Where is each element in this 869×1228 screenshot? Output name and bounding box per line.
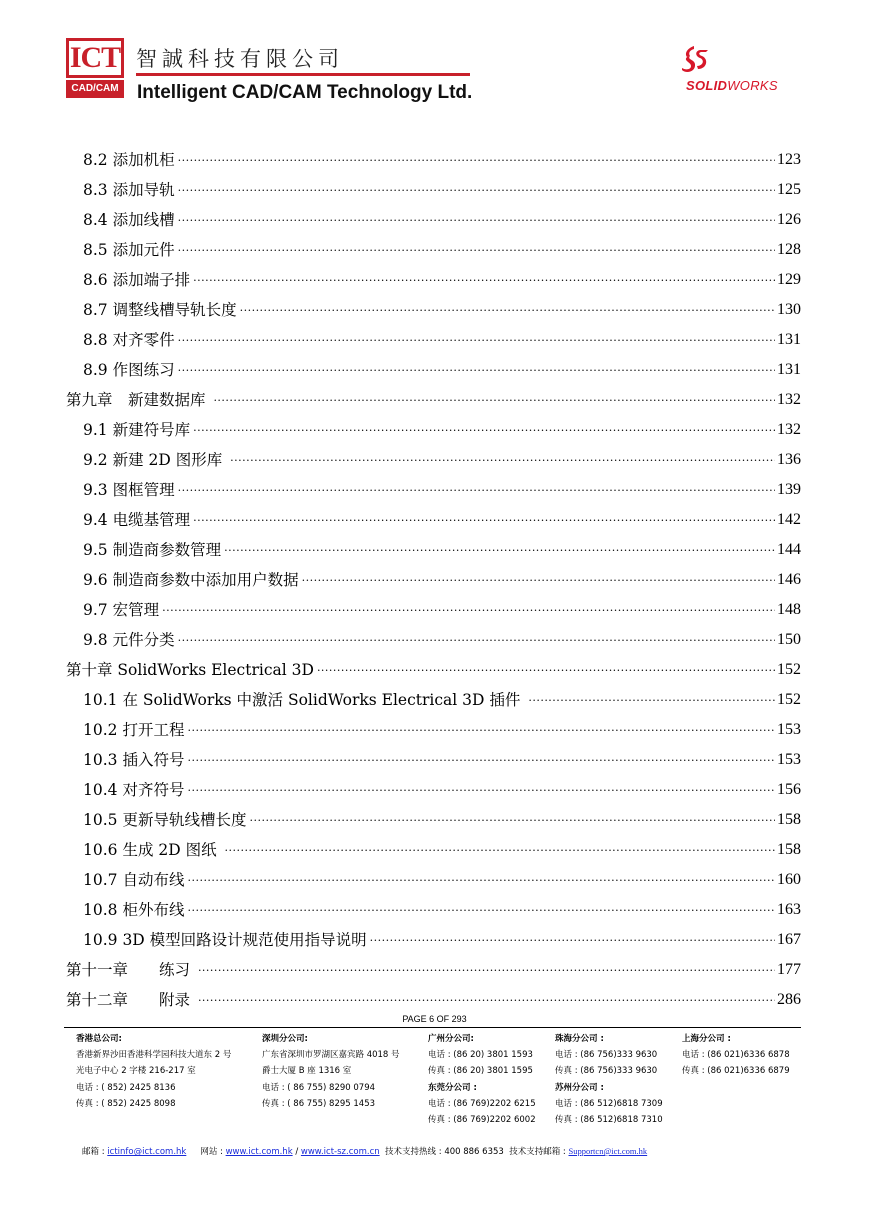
toc-dot-leader (187, 780, 775, 800)
toc-entry-title: 10.8 柜外布线 (83, 901, 185, 919)
solidworks-ds-logo-icon (678, 44, 714, 74)
logo-main-text: ICT (66, 38, 124, 78)
toc-page-number: 148 (777, 601, 801, 618)
toc-dot-leader (187, 750, 775, 770)
toc-page-number: 163 (777, 901, 801, 918)
toc-chapter-entry[interactable] (66, 950, 801, 980)
solidworks-wordmark (686, 78, 778, 93)
brand-works: WORKS (727, 78, 778, 93)
toc-page-number: 160 (777, 871, 801, 888)
toc-entry-title: 第十章 SolidWorks Electrical 3D (66, 661, 314, 679)
office-line: 电话 : (86 021)6336 6878 (682, 1050, 790, 1061)
toc-section-entry[interactable] (83, 830, 801, 860)
toc-entry-title: 第十一章 练习 (66, 961, 195, 979)
web-label: 网站 : (200, 1147, 226, 1157)
toc-entry-title: 9.8 元件分类 (83, 631, 175, 649)
toc-page-number: 167 (777, 931, 801, 948)
toc-dot-leader (178, 180, 775, 200)
office-line: 传真 : ( 852) 2425 8098 (76, 1098, 176, 1109)
company-name-english: Intelligent CAD/CAM Technology Ltd. (137, 82, 473, 103)
office-line: 电话 : ( 86 755) 8290 0794 (262, 1082, 376, 1093)
toc-dot-leader (317, 660, 775, 680)
office-line: 传真 : ( 86 755) 8295 1453 (262, 1098, 376, 1109)
office-title: 苏州分公司 : (555, 1082, 604, 1093)
office-line: 电话 : (86 769)2202 6215 (428, 1098, 536, 1109)
website-link-sz[interactable]: www.ict-sz.com.cn (300, 1147, 380, 1157)
toc-entry-title: 9.4 电缆基管理 (83, 511, 191, 529)
toc-chapter-entry[interactable] (66, 380, 801, 410)
office-line: 广东省深圳市罗湖区嘉宾路 4018 号 (262, 1050, 400, 1061)
toc-page-number: 129 (777, 271, 801, 288)
office-line: 电话 : (86 20) 3801 1593 (428, 1050, 533, 1061)
toc-entry-title: 10.6 生成 2D 图纸 (83, 841, 222, 859)
toc-dot-leader (249, 810, 775, 830)
website-link-hk[interactable]: www.ict.com.hk (225, 1147, 293, 1157)
office-title: 深圳分公司: (262, 1034, 308, 1044)
toc-dot-leader (225, 840, 775, 860)
logo-sub-text: CAD/CAM (66, 80, 124, 98)
office-sh (682, 1031, 790, 1080)
toc-page-number: 131 (777, 361, 801, 378)
toc-page-number: 130 (777, 301, 801, 318)
toc-chapter-entry[interactable] (66, 650, 801, 680)
toc-entry-title: 10.3 插入符号 (83, 751, 185, 769)
toc-entry-title: 10.4 对齐符号 (83, 781, 185, 799)
toc-section-entry[interactable] (83, 560, 801, 590)
toc-page-number: 142 (777, 511, 801, 528)
toc-section-entry[interactable] (83, 860, 801, 890)
toc-entry-title: 9.1 新建符号库 (83, 421, 191, 439)
toc-section-entry[interactable] (83, 890, 801, 920)
toc-entry-title: 8.6 添加端子排 (83, 271, 191, 289)
office-title: 东莞分公司 : (428, 1082, 477, 1093)
toc-dot-leader (178, 630, 775, 650)
toc-dot-leader (178, 240, 775, 260)
toc-dot-leader (178, 480, 775, 500)
toc-page-number: 126 (777, 211, 801, 228)
office-gz-dg (428, 1031, 536, 1128)
toc-section-entry[interactable] (83, 920, 801, 950)
toc-section-entry[interactable] (83, 230, 801, 260)
office-line: 传真 : (86 756)333 9630 (555, 1066, 658, 1077)
email-link[interactable]: ictinfo@ict.com.hk (107, 1147, 187, 1157)
toc-entry-title: 10.2 打开工程 (83, 721, 185, 739)
toc-entry-title: 8.4 添加线槽 (83, 211, 175, 229)
office-sz (262, 1031, 400, 1112)
hotline: 技术支持热线 : 400 886 6353 (385, 1147, 504, 1157)
toc-page-number: 123 (777, 151, 801, 168)
toc-entry-title: 8.3 添加导轨 (83, 181, 175, 199)
footer-divider (64, 1027, 801, 1028)
support-label: 技术支持邮箱 : (509, 1147, 569, 1157)
office-line: 电话 : (86 512)6818 7309 (555, 1098, 663, 1109)
toc-dot-leader (370, 930, 775, 950)
toc-page-number: 286 (777, 991, 801, 1008)
toc-dot-leader (178, 330, 775, 350)
toc-page-number: 132 (777, 391, 801, 408)
toc-section-entry[interactable] (83, 260, 801, 290)
toc-page-number: 146 (777, 571, 801, 588)
toc-dot-leader (178, 210, 775, 230)
office-line: 传真 : (86 20) 3801 1595 (428, 1066, 533, 1077)
toc-page-number: 139 (777, 481, 801, 498)
toc-dot-leader (162, 600, 775, 620)
toc-section-entry[interactable] (83, 740, 801, 770)
toc-entry-title: 9.5 制造商参数管理 (83, 541, 222, 559)
office-line: 传真 : (86 512)6818 7310 (555, 1115, 663, 1126)
office-hk (76, 1031, 231, 1112)
toc-entry-title: 第十二章 附录 (66, 991, 195, 1009)
toc-dot-leader (187, 900, 775, 920)
toc-section-entry[interactable] (83, 440, 801, 470)
office-line: 传真 : (86 769)2202 6002 (428, 1115, 536, 1126)
office-title: 珠海分公司 : (555, 1034, 604, 1044)
toc-page-number: 136 (777, 451, 801, 468)
office-title: 上海分公司 : (682, 1034, 731, 1044)
toc-page-number: 158 (777, 811, 801, 828)
toc-section-entry[interactable] (83, 770, 801, 800)
toc-section-entry[interactable] (83, 500, 801, 530)
toc-section-entry[interactable] (83, 800, 801, 830)
toc-entry-title: 8.9 作图练习 (83, 361, 175, 379)
toc-page-number: 153 (777, 721, 801, 738)
toc-entry-title: 9.7 宏管理 (83, 601, 160, 619)
toc-dot-leader (198, 960, 775, 980)
brand-solid: SOLID (686, 78, 728, 93)
company-name-chinese: 智誠科技有限公司 (136, 47, 344, 71)
office-line: 电话 : (86 756)333 9630 (555, 1050, 658, 1061)
toc-page-number: 125 (777, 181, 801, 198)
toc-page-number: 152 (777, 661, 801, 678)
toc-dot-leader (193, 510, 775, 530)
toc-dot-leader (240, 300, 775, 320)
toc-entry-title: 第九章 新建数据库 (66, 391, 211, 409)
toc-dot-leader (302, 570, 775, 590)
office-line: 传真 : (86 021)6336 6879 (682, 1066, 790, 1077)
toc-dot-leader (187, 870, 775, 890)
toc-page-number: 156 (777, 781, 801, 798)
toc-page-number: 153 (777, 751, 801, 768)
email-label: 邮箱 : (82, 1147, 108, 1157)
toc-dot-leader (193, 420, 775, 440)
toc-dot-leader (178, 360, 775, 380)
toc-section-entry[interactable] (83, 290, 801, 320)
toc-entry-title: 8.7 调整线槽导轨长度 (83, 301, 237, 319)
toc-entry-title: 8.2 添加机柜 (83, 151, 175, 169)
toc-dot-leader (213, 390, 775, 410)
toc-entry-title: 8.8 对齐零件 (83, 331, 175, 349)
toc-section-entry[interactable] (83, 590, 801, 620)
toc-dot-leader (224, 540, 775, 560)
toc-dot-leader (230, 450, 775, 470)
toc-entry-title: 9.3 图框管理 (83, 481, 175, 499)
toc-entry-title: 10.9 3D 模型回路设计规范使用指导说明 (83, 931, 367, 949)
toc-section-entry[interactable] (83, 410, 801, 440)
toc-page-number: 177 (777, 961, 801, 978)
toc-section-entry[interactable] (83, 530, 801, 560)
toc-section-entry[interactable] (83, 140, 801, 170)
toc-entry-title: 8.5 添加元件 (83, 241, 175, 259)
page-number: PAGE 6 OF 293 (402, 1014, 467, 1024)
toc-entry-title: 9.6 制造商参数中添加用户数据 (83, 571, 299, 589)
toc-page-number: 131 (777, 331, 801, 348)
toc-page-number: 152 (777, 691, 801, 708)
office-title: 香港总公司: (76, 1034, 122, 1044)
toc-page-number: 144 (777, 541, 801, 558)
support-email-link[interactable]: Supportcn@ict.com.hk (568, 1146, 648, 1156)
toc-page-number: 128 (777, 241, 801, 258)
toc-dot-leader (178, 150, 775, 170)
toc-page-number: 150 (777, 631, 801, 648)
toc-section-entry[interactable] (83, 680, 801, 710)
toc-dot-leader (528, 690, 775, 710)
toc-entry-title: 10.5 更新导轨线槽长度 (83, 811, 247, 829)
toc-chapter-entry[interactable] (66, 980, 801, 1010)
ict-logo (66, 38, 124, 100)
office-line: 香港新界沙田香港科学园科技大道东 2 号 (76, 1050, 232, 1061)
web-separator: / (292, 1147, 301, 1157)
toc-dot-leader (193, 270, 775, 290)
office-line: 光电子中心 2 字楼 216-217 室 (76, 1066, 196, 1077)
toc-dot-leader (198, 990, 775, 1010)
toc-entry-title: 10.7 自动布线 (83, 871, 185, 889)
toc-entry-title: 10.1 在 SolidWorks 中激活 SolidWorks Electrical 3D 插件 (83, 691, 526, 709)
toc-section-entry[interactable] (83, 200, 801, 230)
toc-page-number: 158 (777, 841, 801, 858)
toc-section-entry[interactable] (83, 710, 801, 740)
toc-page-number: 132 (777, 421, 801, 438)
header-divider (136, 73, 470, 76)
contact-line (82, 1145, 647, 1157)
toc-entry-title: 9.2 新建 2D 图形库 (83, 451, 228, 469)
toc-section-entry[interactable] (83, 620, 801, 650)
toc-section-entry[interactable] (83, 350, 801, 380)
office-line: 爵士大厦 B 座 1316 室 (262, 1066, 352, 1077)
toc-section-entry[interactable] (83, 470, 801, 500)
toc-section-entry[interactable] (83, 320, 801, 350)
office-zh-suz (555, 1031, 663, 1128)
toc-dot-leader (187, 720, 775, 740)
office-line: 电话 : ( 852) 2425 8136 (76, 1082, 176, 1093)
toc-section-entry[interactable] (83, 170, 801, 200)
office-title: 广州分公司: (428, 1034, 474, 1044)
